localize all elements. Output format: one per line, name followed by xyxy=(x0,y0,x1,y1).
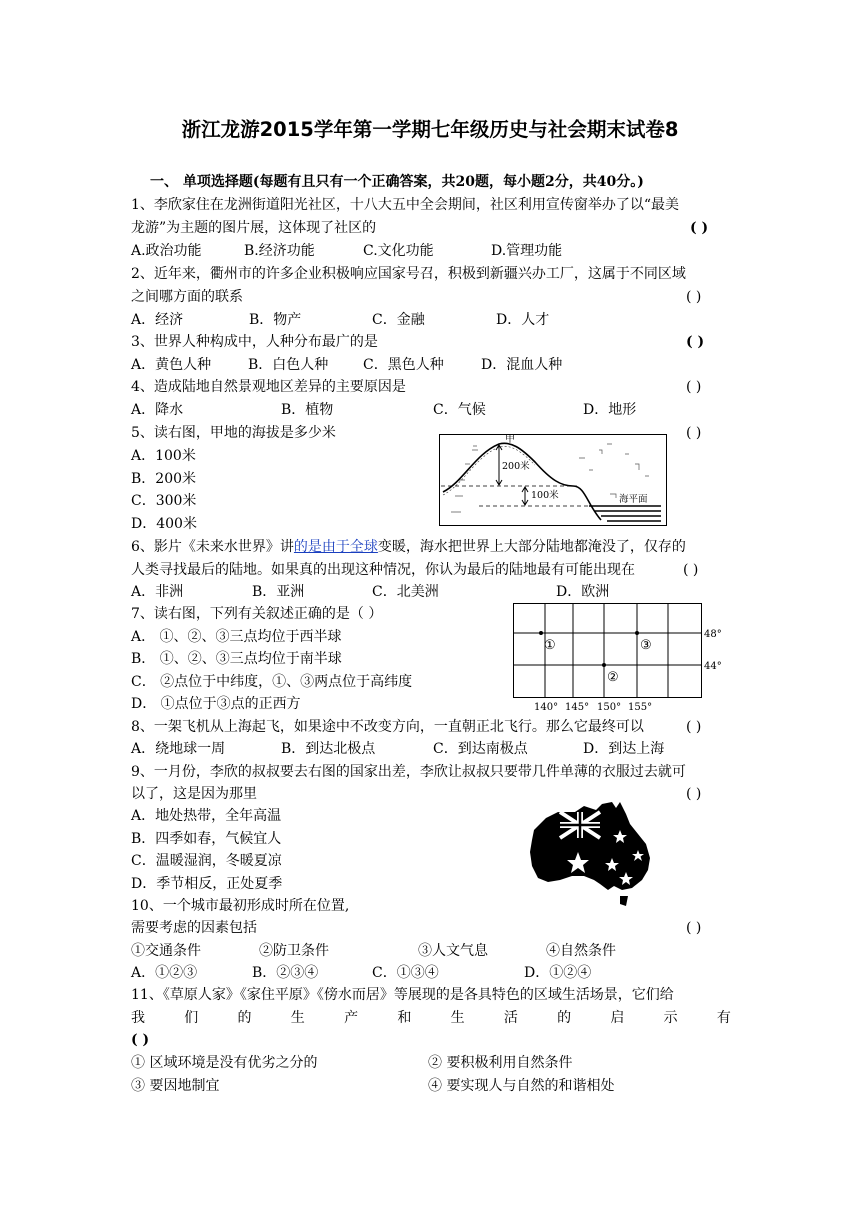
q2-stem-line1: 2、近年来，衢州市的许多企业积极响应国家号召，积极到新疆兴办工厂，这属于不同区域 xyxy=(131,266,686,282)
page-title: 浙江龙游2015学年第一学期七年级历史与社会期末试卷8 xyxy=(181,118,679,141)
q11-stem-line2 xyxy=(131,1008,731,1028)
q5-option-d: D．400米 xyxy=(131,516,197,532)
q8-answer-paren: ( ) xyxy=(686,719,702,735)
q10-item-3: ③人文气息 xyxy=(418,943,488,959)
q2-option-a: A．经济 xyxy=(131,312,184,328)
q11-char: 生 xyxy=(450,1010,465,1026)
q10-option-a: A．①②③ xyxy=(131,965,198,981)
q6-option-a: A．非洲 xyxy=(131,584,184,600)
lon-label-155: 155° xyxy=(628,702,653,713)
q6-stem-link[interactable]: 的是由于全球 xyxy=(293,539,378,555)
label-100m: 100米 xyxy=(531,490,559,501)
elevation-profile-figure xyxy=(439,434,667,526)
q9-option-d: D．季节相反，正处夏季 xyxy=(131,876,283,892)
lat-lon-grid-figure xyxy=(510,600,736,718)
q11-char: 启 xyxy=(610,1010,625,1026)
q10-option-c: C．①③④ xyxy=(372,965,439,981)
q8-option-c: C．到达南极点 xyxy=(433,741,528,757)
q3-answer-paren: ( ) xyxy=(686,334,705,350)
q11-item-1: ① 区域环境是没有优劣之分的 xyxy=(131,1055,318,1071)
q10-stem-line2: 需要考虑的因素包括 xyxy=(131,920,257,936)
q5-stem-line1: 5、读右图，甲地的海拔是多少米 xyxy=(131,425,336,441)
q1-stem-line2: 龙游”为主题的图片展，这体现了社区的 xyxy=(131,220,377,236)
q5-option-a: A．100米 xyxy=(131,448,196,464)
q11-char: 产 xyxy=(344,1010,359,1026)
q6-stem-line1 xyxy=(131,537,686,557)
point-2-marker xyxy=(602,663,606,667)
sea-level-label: 海平面 xyxy=(619,494,648,505)
q11-char: 的 xyxy=(237,1010,252,1026)
q1-option-d: D.管理功能 xyxy=(491,243,563,259)
q1-option-b: B.经济功能 xyxy=(244,243,315,259)
q9-option-c: C．温暖湿润，冬暖夏凉 xyxy=(131,853,282,869)
q2-option-c: C．金融 xyxy=(372,312,425,328)
q5-answer-paren: ( ) xyxy=(686,425,702,441)
q6-option-b: B．亚洲 xyxy=(252,584,305,600)
q3-option-c: C．黑色人种 xyxy=(363,357,444,373)
q6-option-d: D．欧洲 xyxy=(556,584,610,600)
q10-item-1: ①交通条件 xyxy=(131,943,201,959)
q4-option-d: D．地形 xyxy=(583,402,637,418)
q3-option-d: D．混血人种 xyxy=(481,357,563,373)
q10-item-2: ②防卫条件 xyxy=(259,943,329,959)
q8-stem-line1: 8、一架飞机从上海起飞，如果途中不改变方向，一直朝正北飞行。那么它最终可以 xyxy=(131,719,644,735)
point-2-label: ② xyxy=(607,670,619,685)
q5-option-b: B．200米 xyxy=(131,471,197,487)
q8-option-d: D．到达上海 xyxy=(583,741,665,757)
q11-char: 活 xyxy=(503,1010,518,1026)
q6-stem-line2: 人类寻找最后的陆地。如果真的出现这种情况，你认为最后的陆地最有可能出现在 xyxy=(131,562,635,578)
q4-option-c: C．气候 xyxy=(433,402,486,418)
q9-answer-paren: ( ) xyxy=(686,786,702,802)
q6-answer-paren: ( ) xyxy=(683,562,699,578)
q11-char: 们 xyxy=(184,1010,199,1026)
q7-option-c: C． ②点位于中纬度，①、③两点位于高纬度 xyxy=(131,674,413,690)
q6-stem-post: 变暖，海水把世界上大部分陆地都淹没了，仅存的 xyxy=(377,539,686,555)
q9-option-a: A．地处热带，全年高温 xyxy=(131,808,282,824)
q4-option-b: B．植物 xyxy=(281,402,334,418)
q11-answer-paren: ( ) xyxy=(131,1032,150,1048)
q6-option-c: C．北美洲 xyxy=(372,584,439,600)
q10-option-d: D．①②④ xyxy=(524,965,592,981)
q10-option-b: B．②③④ xyxy=(252,965,319,981)
lat-label-48: 48° xyxy=(704,629,722,640)
q8-option-a: A．绕地球一周 xyxy=(131,741,226,757)
q8-option-b: B．到达北极点 xyxy=(281,741,376,757)
q3-option-b: B．白色人种 xyxy=(248,357,329,373)
q11-item-3: ③ 要因地制宜 xyxy=(131,1078,220,1094)
q4-answer-paren: ( ) xyxy=(686,379,702,395)
point-3-label: ③ xyxy=(640,638,652,653)
point-1-marker xyxy=(539,631,543,635)
q9-stem-line1: 9、一月份，李欣的叔叔要去右图的国家出差，李欣让叔叔只要带几件单薄的衣服过去就可 xyxy=(131,764,686,780)
q2-option-d: D．人才 xyxy=(496,312,550,328)
q11-char: 示 xyxy=(663,1010,678,1026)
section-heading: 一、 单项选择题(每题有且只有一个正确答案，共20题，每小题2分，共40分。) xyxy=(150,174,644,190)
q1-stem-line1: 1、李欣家住在龙洲街道阳光社区，十八大五中全会期间，社区利用宣传窗举办了以“最美 xyxy=(131,197,680,213)
lon-label-145: 145° xyxy=(565,702,590,713)
q9-option-b: B．四季如春，气候宜人 xyxy=(131,831,282,847)
q7-option-a: A． ①、②、③三点均位于西半球 xyxy=(131,629,342,645)
q1-option-a: A.政治功能 xyxy=(131,243,202,259)
q10-item-4: ④自然条件 xyxy=(546,943,616,959)
q4-option-a: A．降水 xyxy=(131,402,184,418)
q2-answer-paren: ( ) xyxy=(686,289,702,305)
q7-stem-line1: 7、读右图，下列有关叙述正确的是（ ） xyxy=(131,606,383,622)
q11-item-2: ② 要积极利用自然条件 xyxy=(428,1055,573,1071)
q11-char: 我 xyxy=(131,1010,145,1026)
point-3-marker xyxy=(635,631,639,635)
q11-stem-line1: 11、《草原人家》《家住平原》《傍水而居》等展现的是各具特色的区域生活场景，它们给 xyxy=(131,987,674,1003)
q7-option-d: D． ①点位于③点的正西方 xyxy=(131,696,301,712)
q3-stem-line1: 3、世界人种构成中，人种分布最广的是 xyxy=(131,334,378,350)
q11-char: 和 xyxy=(397,1010,412,1026)
q1-option-c: C.文化功能 xyxy=(363,243,434,259)
q10-stem-line1: 10、一个城市最初形成时所在位置, xyxy=(131,898,350,914)
lat-label-44: 44° xyxy=(704,661,722,672)
lon-label-150: 150° xyxy=(597,702,622,713)
q11-char: 有 xyxy=(716,1010,731,1026)
point-1-label: ① xyxy=(544,638,556,653)
label-200m: 200米 xyxy=(502,461,530,472)
q2-stem-line2: 之间哪方面的联系 xyxy=(131,289,243,305)
q6-stem-pre: 6、影片《未来水世界》讲 xyxy=(131,539,294,555)
q5-option-c: C．300米 xyxy=(131,493,197,509)
q1-answer-paren: ( ) xyxy=(690,220,709,236)
q11-char: 的 xyxy=(557,1010,572,1026)
q10-answer-paren: ( ) xyxy=(686,920,702,936)
q9-stem-line2: 以了，这是因为那里 xyxy=(131,786,257,802)
q11-char: 生 xyxy=(290,1010,305,1026)
q11-item-4: ④ 要实现人与自然的和谐相处 xyxy=(428,1078,615,1094)
australia-flag-map-figure xyxy=(528,800,656,910)
q2-option-b: B．物产 xyxy=(249,312,302,328)
peak-label: 甲 xyxy=(505,434,515,445)
q7-option-b: B． ①、②、③三点均位于南半球 xyxy=(131,651,342,667)
q3-option-a: A．黄色人种 xyxy=(131,357,212,373)
q4-stem-line1: 4、造成陆地自然景观地区差异的主要原因是 xyxy=(131,379,406,395)
lon-label-140: 140° xyxy=(534,702,559,713)
